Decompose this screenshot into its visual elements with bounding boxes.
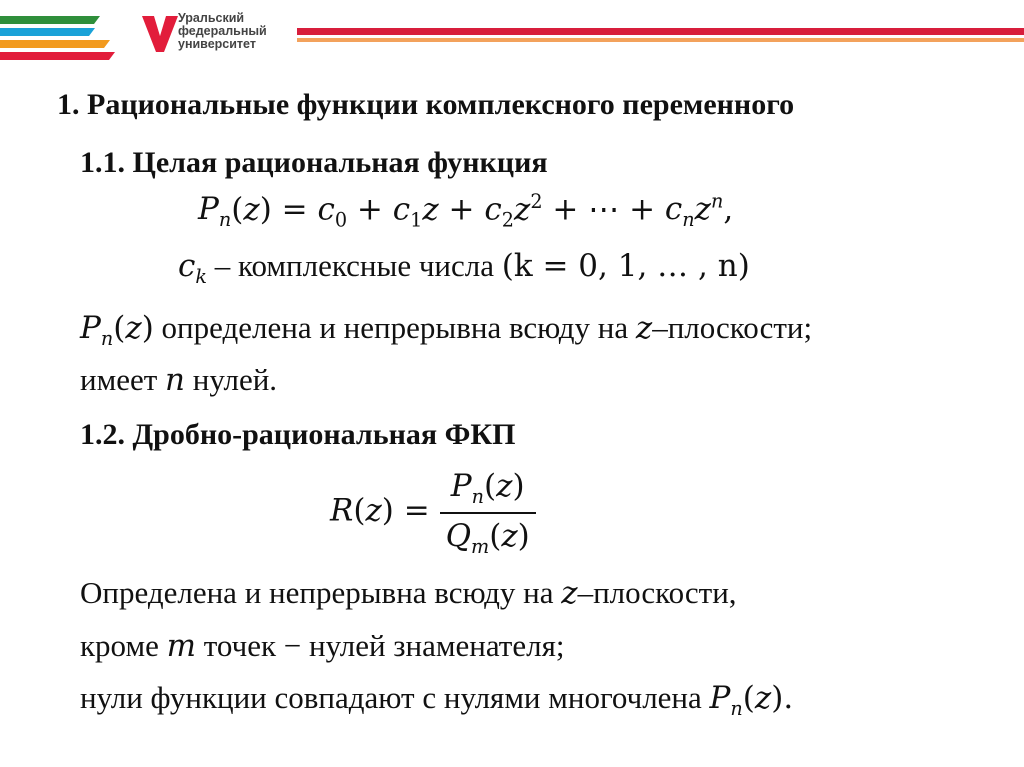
university-name [178, 12, 267, 51]
stripe-red [0, 52, 115, 60]
rational-formula: R(z) = $\frac{P_n(z)}{Q_m(z)}$ [330, 468, 536, 558]
university-name-line1: Уральский [178, 11, 245, 25]
rational-line1-a: Определена и непрерывна всюду на [80, 575, 554, 610]
coefficients-line: $c_k$ – комплексные числа (k = 0, 1, … , n) [178, 248, 750, 289]
stripe-green [0, 16, 100, 24]
coefficients-text: – комплексные числа [214, 248, 494, 283]
rational-line2-a: кроме [80, 628, 159, 663]
continuity-text: определена и непрерывна всюду на [161, 310, 629, 345]
header-red-bar [297, 28, 1024, 35]
header-stripes [0, 10, 140, 70]
continuity-line: $P_n(z)$ определена и непрерывна всюду на z–плоскости; [80, 310, 813, 351]
university-name-line3: университет [178, 37, 256, 51]
rational-line1: Определена и непрерывна всюду на z–плоскости, [80, 575, 737, 611]
stripe-blue [0, 28, 95, 36]
coefficients-range: (k = 0, 1, … , n) [501, 248, 750, 284]
zeros-text: нулей. [192, 362, 278, 397]
university-name-line2: федеральный [178, 24, 267, 38]
continuity-plane: –плоскости; [652, 310, 813, 345]
section1-heading: 1.1. Целая рациональная функция [80, 146, 548, 179]
university-logo-icon [140, 14, 180, 56]
polynomial-formula: $P_n(z) = c_0 + c_1z + c_2z^2$ + ⋯ + $c_nz^n$, [198, 190, 734, 232]
rational-line2: кроме m точек − нулей знаменателя; [80, 628, 565, 664]
rational-line1-b: –плоскости, [577, 575, 737, 610]
rational-fraction: $\frac{P_n(z)}{Q_m(z)}$ [440, 468, 536, 558]
rational-line3: нули функции совпадают с нулями многочлена $P_n(z)$. [80, 680, 794, 721]
rational-line3-text: нули функции совпадают с нулями многочлена [80, 680, 702, 715]
zeros-has: имеет [80, 362, 158, 397]
stripe-orange [0, 40, 110, 48]
rational-line2-b: точек − нулей знаменателя; [203, 628, 565, 663]
header-orange-bar [297, 38, 1024, 42]
section2-heading: 1.2. Дробно-рациональная ФКП [80, 418, 516, 451]
page-title: 1. Рациональные функции комплексного переменного [57, 88, 795, 121]
zeros-line: имеет n нулей. [80, 362, 278, 398]
